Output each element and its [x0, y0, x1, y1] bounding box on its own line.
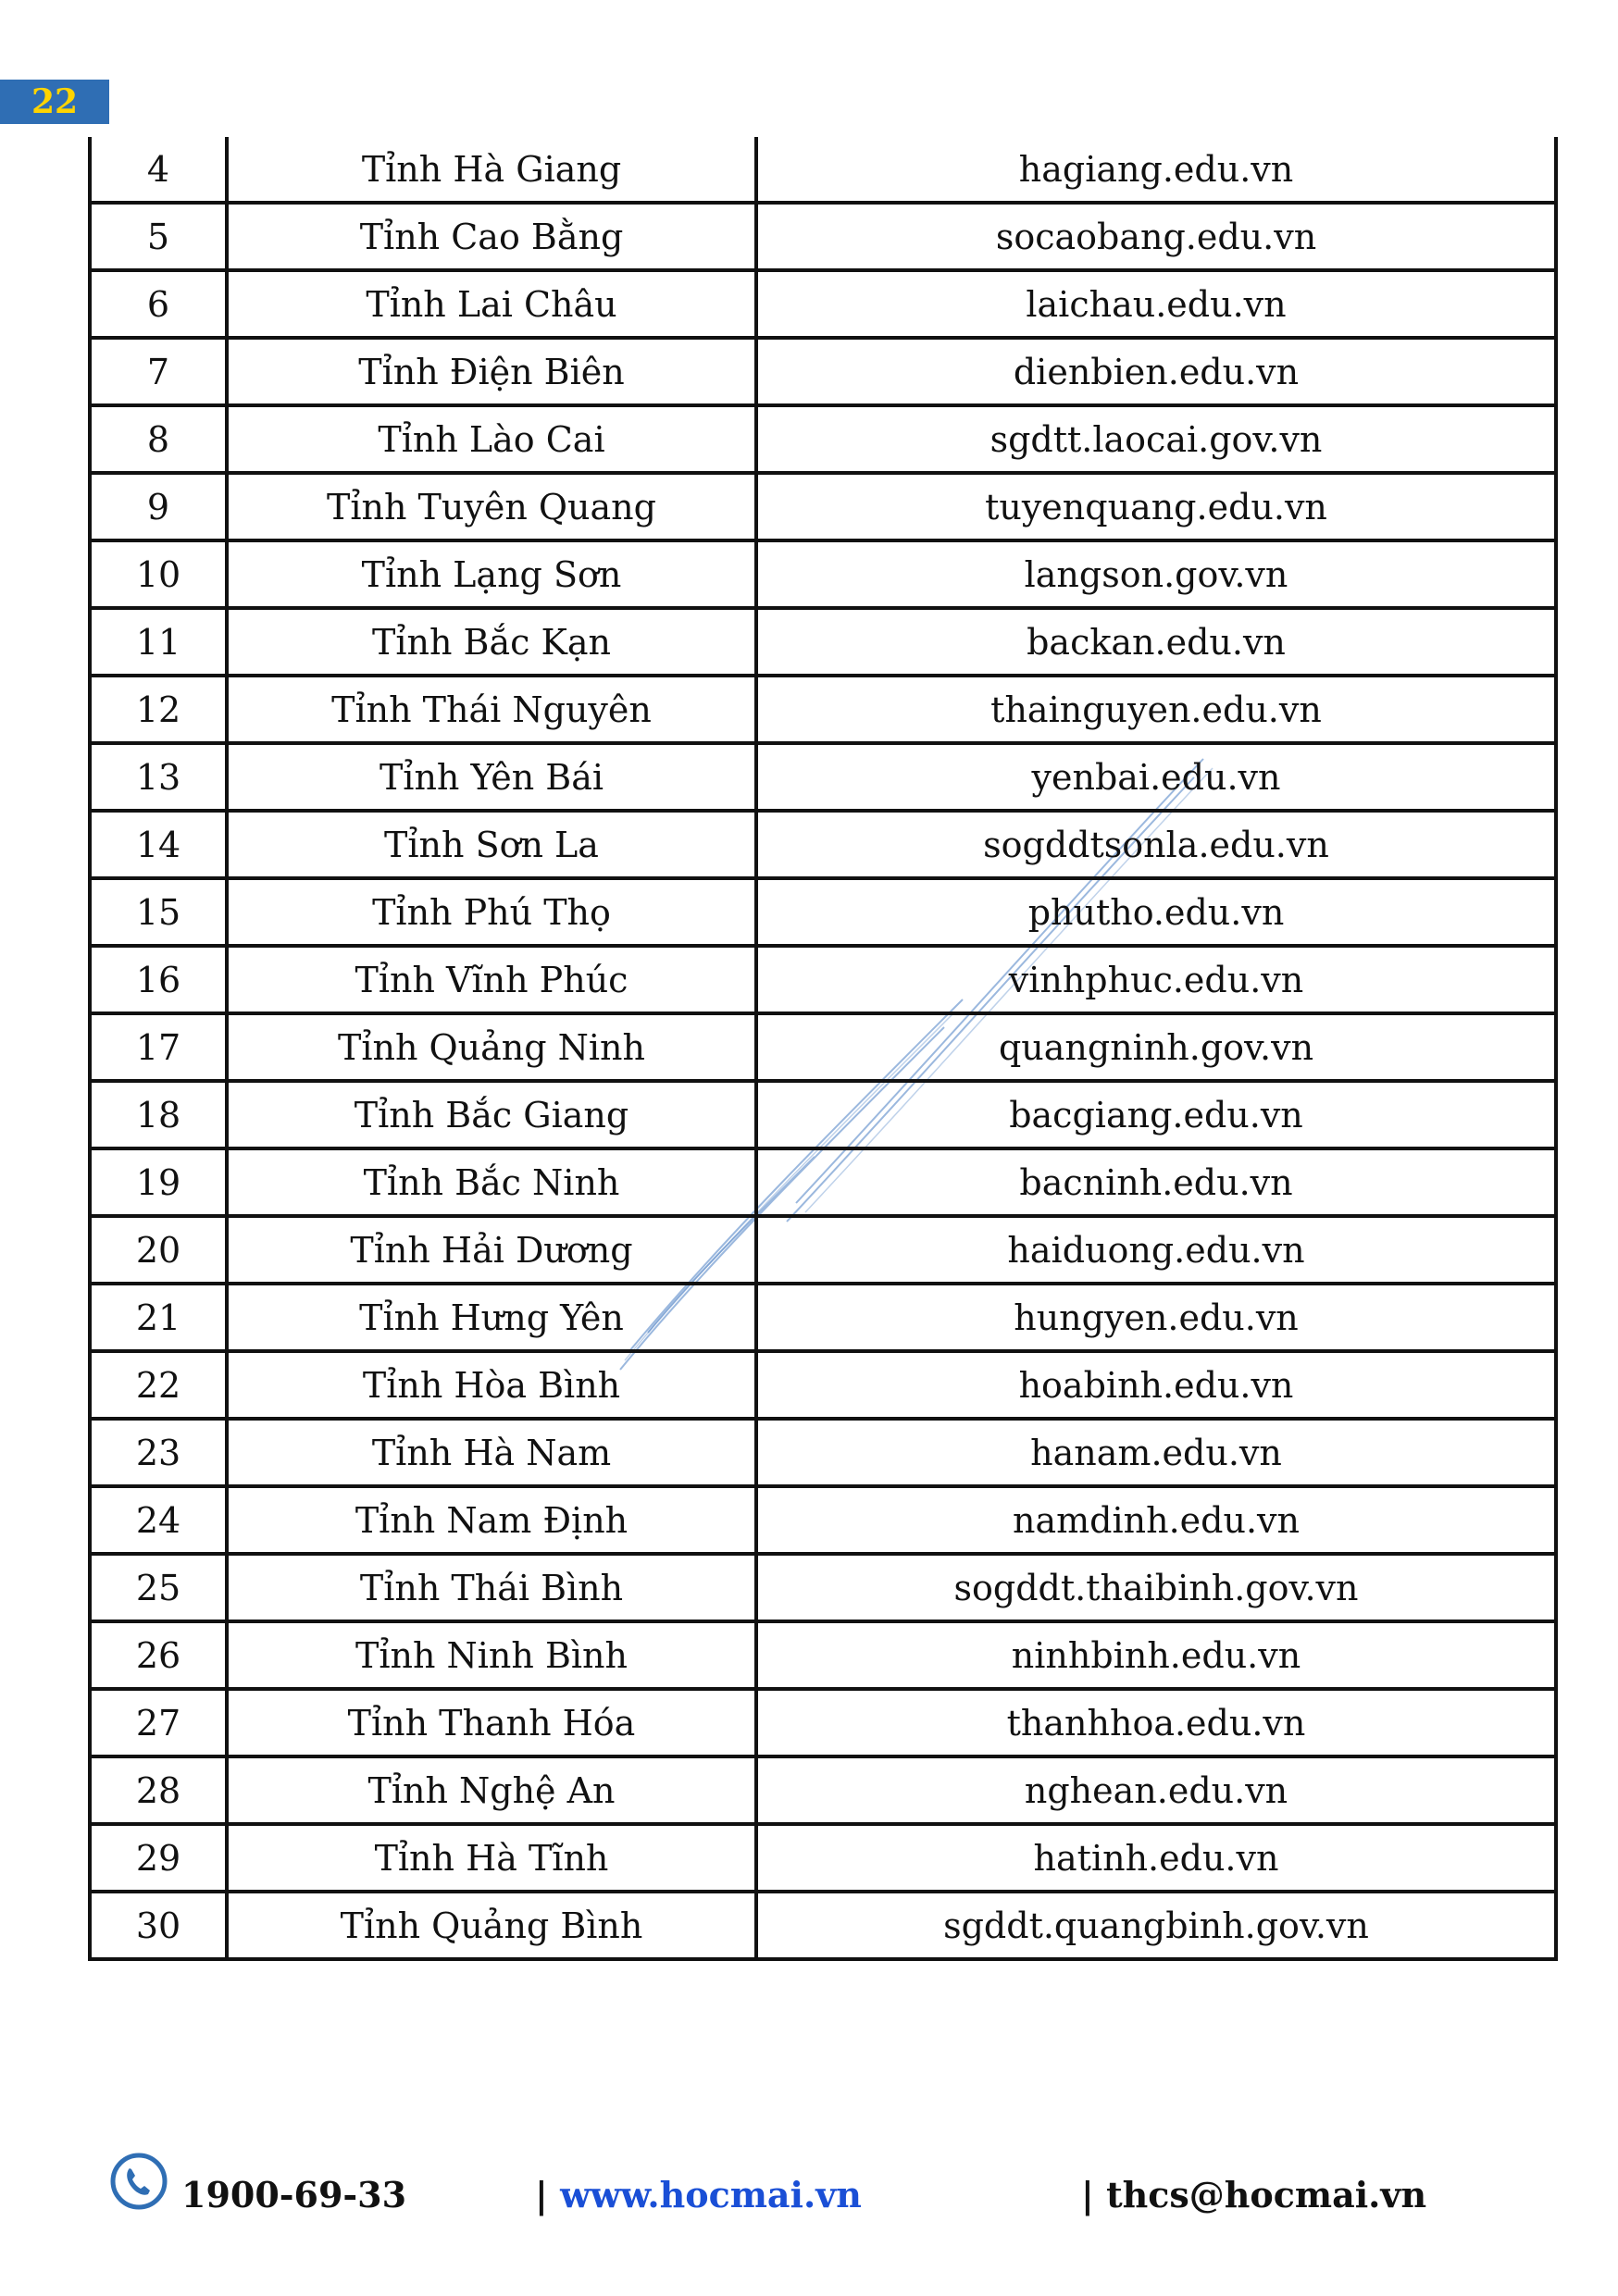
row-number-cell: 12 [90, 676, 227, 743]
province-cell: Tỉnh Bắc Ninh [227, 1148, 756, 1216]
province-cell: Tỉnh Quảng Ninh [227, 1013, 756, 1081]
province-cell: Tỉnh Cao Bằng [227, 203, 756, 270]
row-number-cell: 16 [90, 946, 227, 1013]
row-number-cell: 10 [90, 540, 227, 608]
province-cell: Tỉnh Lạng Sơn [227, 540, 756, 608]
website-cell: hagiang.edu.vn [756, 137, 1556, 203]
footer-separator: | [535, 2174, 548, 2215]
table-row [90, 946, 1556, 1013]
province-cell: Tỉnh Nghệ An [227, 1756, 756, 1824]
table-row [90, 743, 1556, 811]
province-cell: Tỉnh Hòa Bình [227, 1351, 756, 1419]
province-cell: Tỉnh Sơn La [227, 811, 756, 878]
table-row [90, 473, 1556, 540]
row-number-cell: 25 [90, 1554, 227, 1621]
row-number-cell: 29 [90, 1824, 227, 1892]
table-row [90, 1756, 1556, 1824]
row-number-cell: 4 [90, 137, 227, 203]
footer-website-link[interactable]: www.hocmai.vn [560, 2174, 862, 2215]
province-cell: Tỉnh Hà Nam [227, 1419, 756, 1486]
row-number-cell: 19 [90, 1148, 227, 1216]
province-cell: Tỉnh Thái Bình [227, 1554, 756, 1621]
province-cell: Tỉnh Yên Bái [227, 743, 756, 811]
website-cell: thainguyen.edu.vn [756, 676, 1556, 743]
province-cell: Tỉnh Quảng Bình [227, 1892, 756, 1959]
province-cell: Tỉnh Ninh Bình [227, 1621, 756, 1689]
province-cell: Tỉnh Nam Định [227, 1486, 756, 1554]
row-number-cell: 13 [90, 743, 227, 811]
table-row [90, 1351, 1556, 1419]
row-number-cell: 15 [90, 878, 227, 946]
row-number-cell: 18 [90, 1081, 227, 1148]
website-cell: sogddtsonla.edu.vn [756, 811, 1556, 878]
website-cell: sgdtt.laocai.gov.vn [756, 405, 1556, 473]
website-cell: thanhhoa.edu.vn [756, 1689, 1556, 1756]
table-row [90, 1013, 1556, 1081]
table-row [90, 811, 1556, 878]
website-cell: phutho.edu.vn [756, 878, 1556, 946]
website-cell: tuyenquang.edu.vn [756, 473, 1556, 540]
website-cell: hungyen.edu.vn [756, 1284, 1556, 1351]
row-number-cell: 20 [90, 1216, 227, 1284]
table-row [90, 1621, 1556, 1689]
table-row [90, 540, 1556, 608]
row-number-cell: 28 [90, 1756, 227, 1824]
province-cell: Tỉnh Bắc Kạn [227, 608, 756, 676]
table-row [90, 338, 1556, 405]
website-cell: namdinh.edu.vn [756, 1486, 1556, 1554]
table-row [90, 270, 1556, 338]
website-cell: vinhphuc.edu.vn [756, 946, 1556, 1013]
table-row [90, 1892, 1556, 1959]
website-cell: bacninh.edu.vn [756, 1148, 1556, 1216]
row-number-cell: 17 [90, 1013, 227, 1081]
table-row [90, 405, 1556, 473]
website-cell: quangninh.gov.vn [756, 1013, 1556, 1081]
province-cell: Tỉnh Thái Nguyên [227, 676, 756, 743]
website-cell: haiduong.edu.vn [756, 1216, 1556, 1284]
table-row [90, 1486, 1556, 1554]
table-row [90, 137, 1556, 203]
row-number-cell: 27 [90, 1689, 227, 1756]
website-cell: laichau.edu.vn [756, 270, 1556, 338]
website-cell: hatinh.edu.vn [756, 1824, 1556, 1892]
row-number-cell: 30 [90, 1892, 227, 1959]
website-cell: yenbai.edu.vn [756, 743, 1556, 811]
province-cell: Tỉnh Bắc Giang [227, 1081, 756, 1148]
row-number-cell: 7 [90, 338, 227, 405]
row-number-cell: 5 [90, 203, 227, 270]
footer-phone[interactable]: 1900-69-33 [181, 2174, 407, 2215]
table-row [90, 1824, 1556, 1892]
row-number-cell: 6 [90, 270, 227, 338]
province-cell: Tỉnh Phú Thọ [227, 878, 756, 946]
province-cell: Tỉnh Vĩnh Phúc [227, 946, 756, 1013]
website-cell: hoabinh.edu.vn [756, 1351, 1556, 1419]
website-cell: socaobang.edu.vn [756, 203, 1556, 270]
province-cell: Tỉnh Điện Biên [227, 338, 756, 405]
table-row [90, 1081, 1556, 1148]
row-number-cell: 23 [90, 1419, 227, 1486]
footer-separator: | [1081, 2174, 1094, 2215]
row-number-cell: 26 [90, 1621, 227, 1689]
row-number-cell: 11 [90, 608, 227, 676]
website-cell: sgddt.quangbinh.gov.vn [756, 1892, 1556, 1959]
school-website-table [88, 137, 1554, 1961]
row-number-cell: 22 [90, 1351, 227, 1419]
row-number-cell: 8 [90, 405, 227, 473]
table-row [90, 1689, 1556, 1756]
website-cell: nghean.edu.vn [756, 1756, 1556, 1824]
website-cell: hanam.edu.vn [756, 1419, 1556, 1486]
province-cell: Tỉnh Hà Tĩnh [227, 1824, 756, 1892]
website-cell: langson.gov.vn [756, 540, 1556, 608]
province-cell: Tỉnh Tuyên Quang [227, 473, 756, 540]
footer-email-address[interactable]: thcs@hocmai.vn [1106, 2174, 1427, 2215]
phone-icon [109, 2152, 168, 2211]
page-number-badge: 22 [0, 80, 109, 124]
table-row [90, 608, 1556, 676]
footer-email[interactable] [1081, 2174, 1426, 2215]
province-cell: Tỉnh Lào Cai [227, 405, 756, 473]
table-row [90, 1216, 1556, 1284]
province-cell: Tỉnh Thanh Hóa [227, 1689, 756, 1756]
table-row [90, 1284, 1556, 1351]
province-cell: Tỉnh Hưng Yên [227, 1284, 756, 1351]
page-footer [0, 2152, 1618, 2226]
table-body [90, 137, 1556, 1959]
row-number-cell: 9 [90, 473, 227, 540]
website-cell: backan.edu.vn [756, 608, 1556, 676]
row-number-cell: 14 [90, 811, 227, 878]
province-cell: Tỉnh Hà Giang [227, 137, 756, 203]
province-cell: Tỉnh Hải Dương [227, 1216, 756, 1284]
website-cell: bacgiang.edu.vn [756, 1081, 1556, 1148]
table-row [90, 676, 1556, 743]
website-cell: ninhbinh.edu.vn [756, 1621, 1556, 1689]
row-number-cell: 24 [90, 1486, 227, 1554]
website-cell: dienbien.edu.vn [756, 338, 1556, 405]
row-number-cell: 21 [90, 1284, 227, 1351]
table-row [90, 1148, 1556, 1216]
province-cell: Tỉnh Lai Châu [227, 270, 756, 338]
table-row [90, 203, 1556, 270]
table-row [90, 878, 1556, 946]
table-row [90, 1554, 1556, 1621]
table-row [90, 1419, 1556, 1486]
website-cell: sogddt.thaibinh.gov.vn [756, 1554, 1556, 1621]
footer-website[interactable] [535, 2174, 862, 2215]
